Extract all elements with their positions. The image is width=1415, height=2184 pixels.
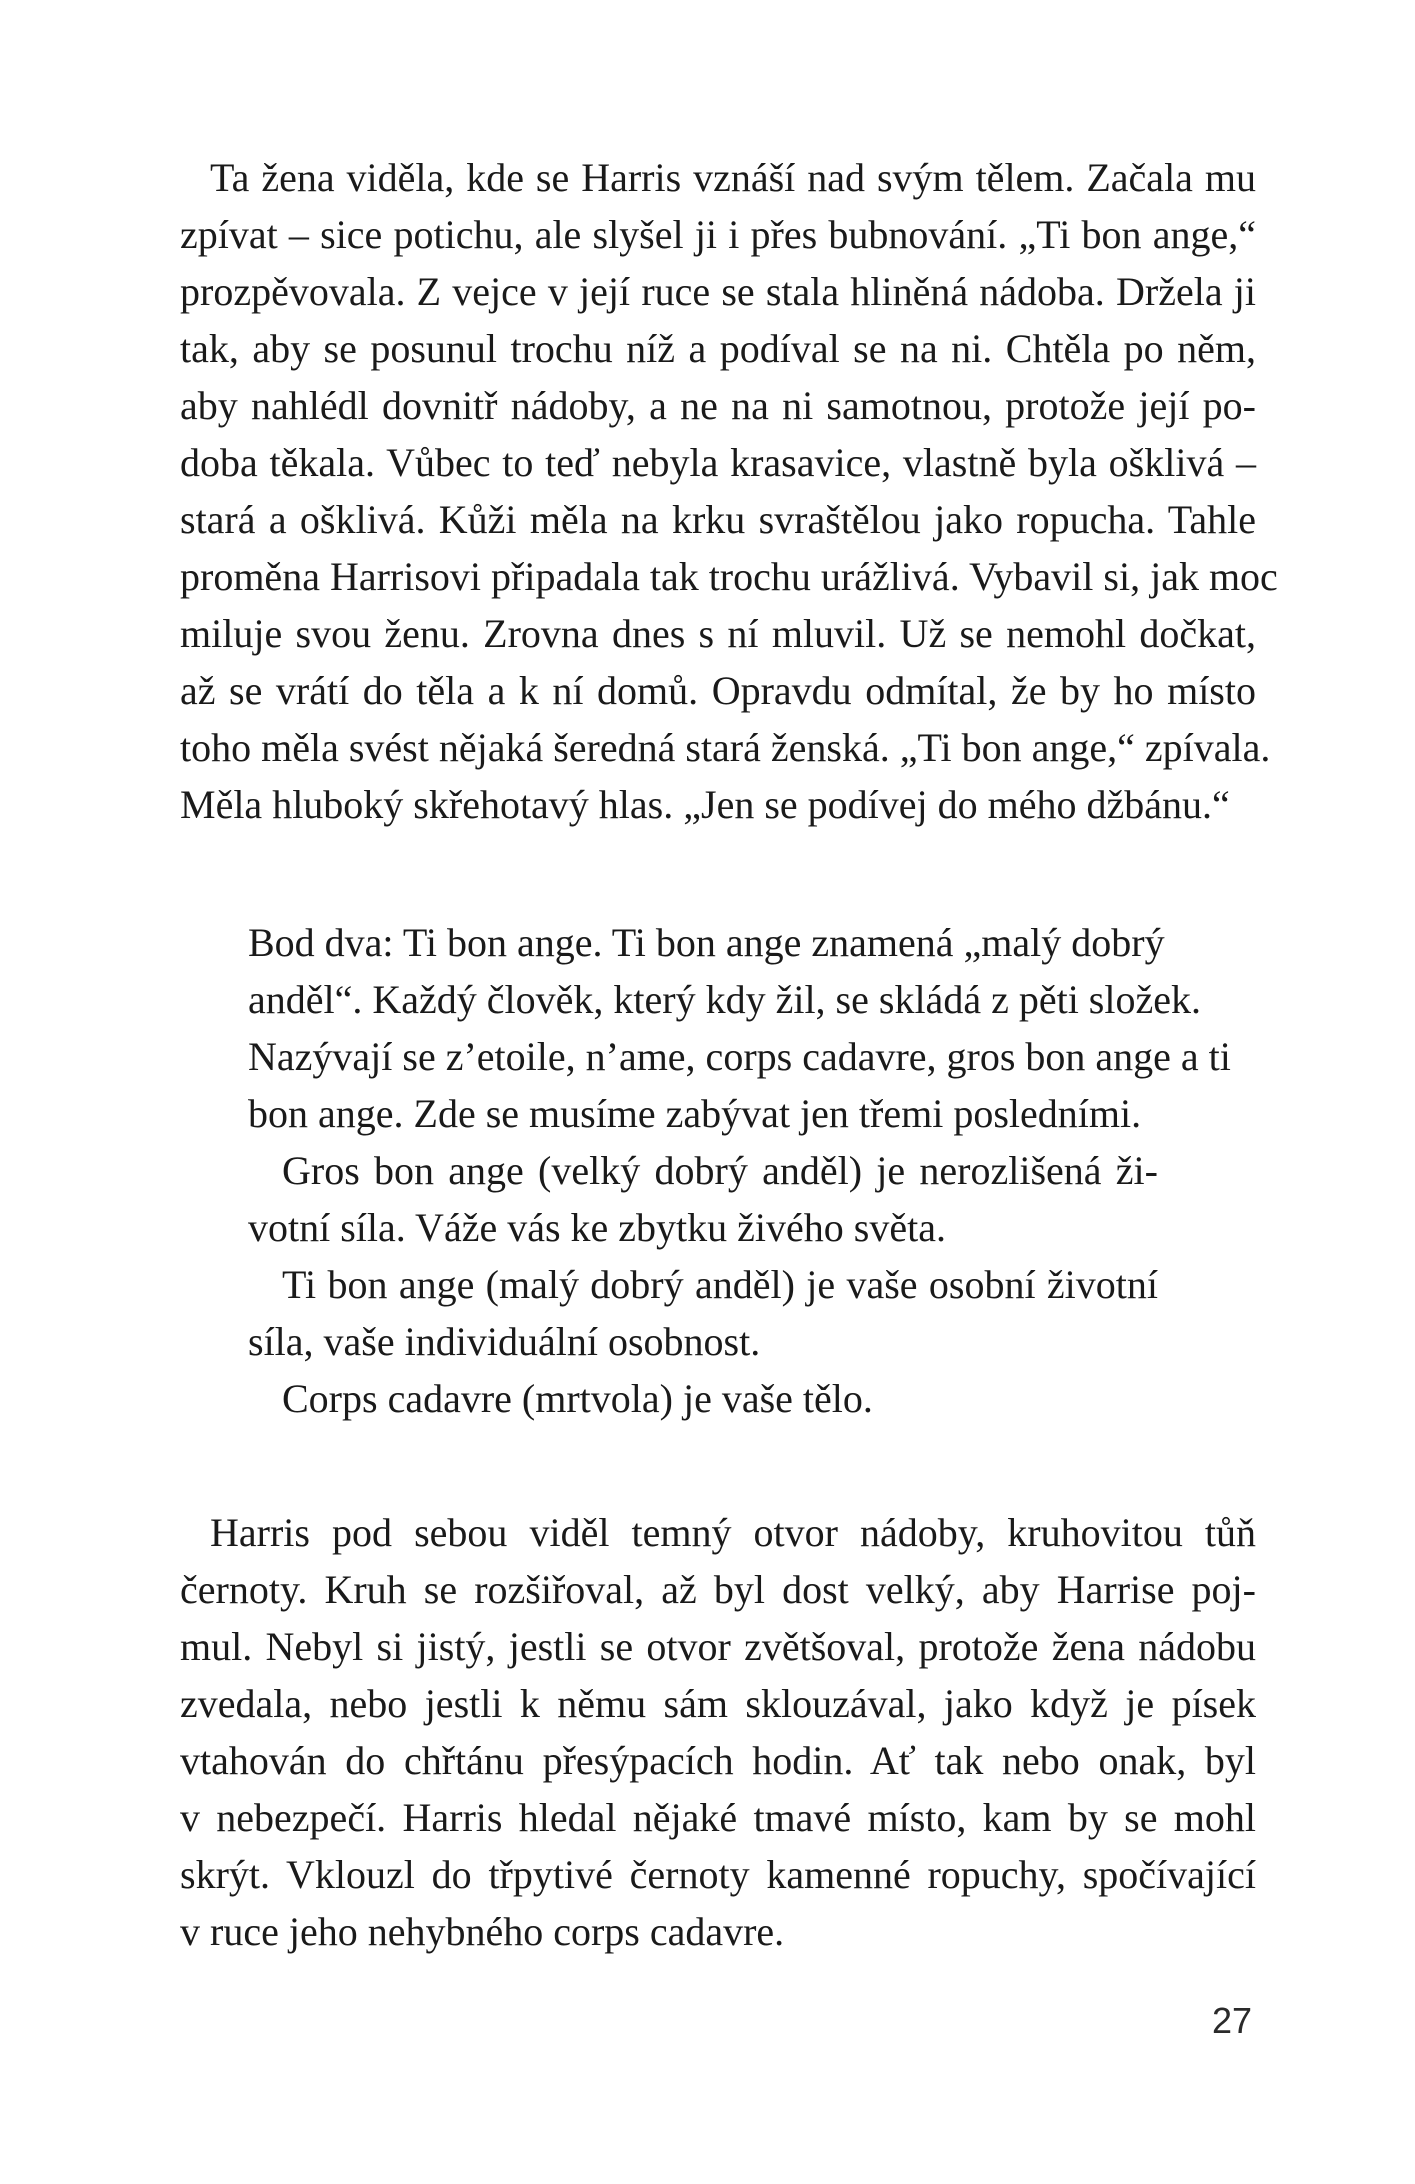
extract-line: síla, vaše individuální osobnost. bbox=[248, 1319, 761, 1364]
paragraph-line: prozpěvovala. Z vejce v její ruce se stala hliněná nádoba. Držela ji bbox=[180, 269, 1256, 314]
paragraph-line: v nebezpečí. Harris hledal nějaké tmavé místo, kam by se mohl bbox=[180, 1795, 1256, 1840]
paragraph-line: skrýt. Vklouzl do třpytivé černoty kamenné ropuchy, spočívající bbox=[180, 1852, 1256, 1897]
paragraph-line: miluje svou ženu. Zrovna dnes s ní mluvil. Už se nemohl dočkat, bbox=[180, 611, 1256, 656]
paragraph-line: tak, aby se posunul trochu níž a podíval se na ni. Chtěla po něm, bbox=[180, 326, 1256, 371]
paragraph-line: stará a ošklivá. Kůži měla na krku svraštělou jako ropucha. Tahle bbox=[180, 497, 1256, 542]
extract-line: Bod dva: Ti bon ange. Ti bon ange znamená „malý dobrý bbox=[248, 920, 1165, 965]
paragraph-line: v ruce jeho nehybného corps cadavre. bbox=[180, 1909, 785, 1954]
paragraph-line: zpívat – sice potichu, ale slyšel ji i přes bubnování. „Ti bon ange,“ bbox=[180, 212, 1256, 257]
paragraph-line: mul. Nebyl si jistý, jestli se otvor zvětšoval, protože žena nádobu bbox=[180, 1624, 1256, 1669]
paragraph-line: toho měla svést nějaká šeredná stará ženská. „Ti bon ange,“ zpívala. bbox=[180, 725, 1271, 770]
extract-line: anděl“. Každý člověk, který kdy žil, se skládá z pěti složek. bbox=[248, 977, 1201, 1022]
paragraph-line: vtahován do chřtánu přesýpacích hodin. Ať tak nebo onak, byl bbox=[180, 1738, 1256, 1783]
extract-line: Corps cadavre (mrtvola) je vaše tělo. bbox=[282, 1376, 873, 1421]
extract-line: Gros bon ange (velký dobrý anděl) je nerozlišená ži- bbox=[282, 1148, 1158, 1193]
paragraph-line: proměna Harrisovi připadala tak trochu urážlivá. Vybavil si, jak moc bbox=[180, 554, 1278, 599]
paragraph-line: Měla hluboký skřehotavý hlas. „Jen se podívej do mého džbánu.“ bbox=[180, 782, 1230, 827]
paragraph-line: černoty. Kruh se rozšiřoval, až byl dost velký, aby Harrise poj- bbox=[180, 1567, 1256, 1612]
paragraph-line: Ta žena viděla, kde se Harris vznáší nad svým tělem. Začala mu bbox=[210, 155, 1256, 200]
paragraph-line: Harris pod sebou viděl temný otvor nádoby, kruhovitou tůň bbox=[210, 1510, 1256, 1555]
extract-line: Ti bon ange (malý dobrý anděl) je vaše osobní životní bbox=[282, 1262, 1158, 1307]
paragraph-line: až se vrátí do těla a k ní domů. Opravdu odmítal, že by ho místo bbox=[180, 668, 1256, 713]
paragraph-line: aby nahlédl dovnitř nádoby, a ne na ni samotnou, protože její po- bbox=[180, 383, 1256, 428]
extract-line: Nazývají se z’etoile, n’ame, corps cadavre, gros bon ange a ti bbox=[248, 1034, 1231, 1079]
extract-line: votní síla. Váže vás ke zbytku živého světa. bbox=[248, 1205, 946, 1250]
extract-line: bon ange. Zde se musíme zabývat jen třemi posledními. bbox=[248, 1091, 1142, 1136]
page-number: 27 bbox=[1212, 2000, 1253, 2041]
paragraph-line: zvedala, nebo jestli k němu sám sklouzával, jako když je písek bbox=[180, 1681, 1256, 1726]
paragraph-line: doba těkala. Vůbec to teď nebyla krasavice, vlastně byla ošklivá – bbox=[180, 440, 1256, 485]
